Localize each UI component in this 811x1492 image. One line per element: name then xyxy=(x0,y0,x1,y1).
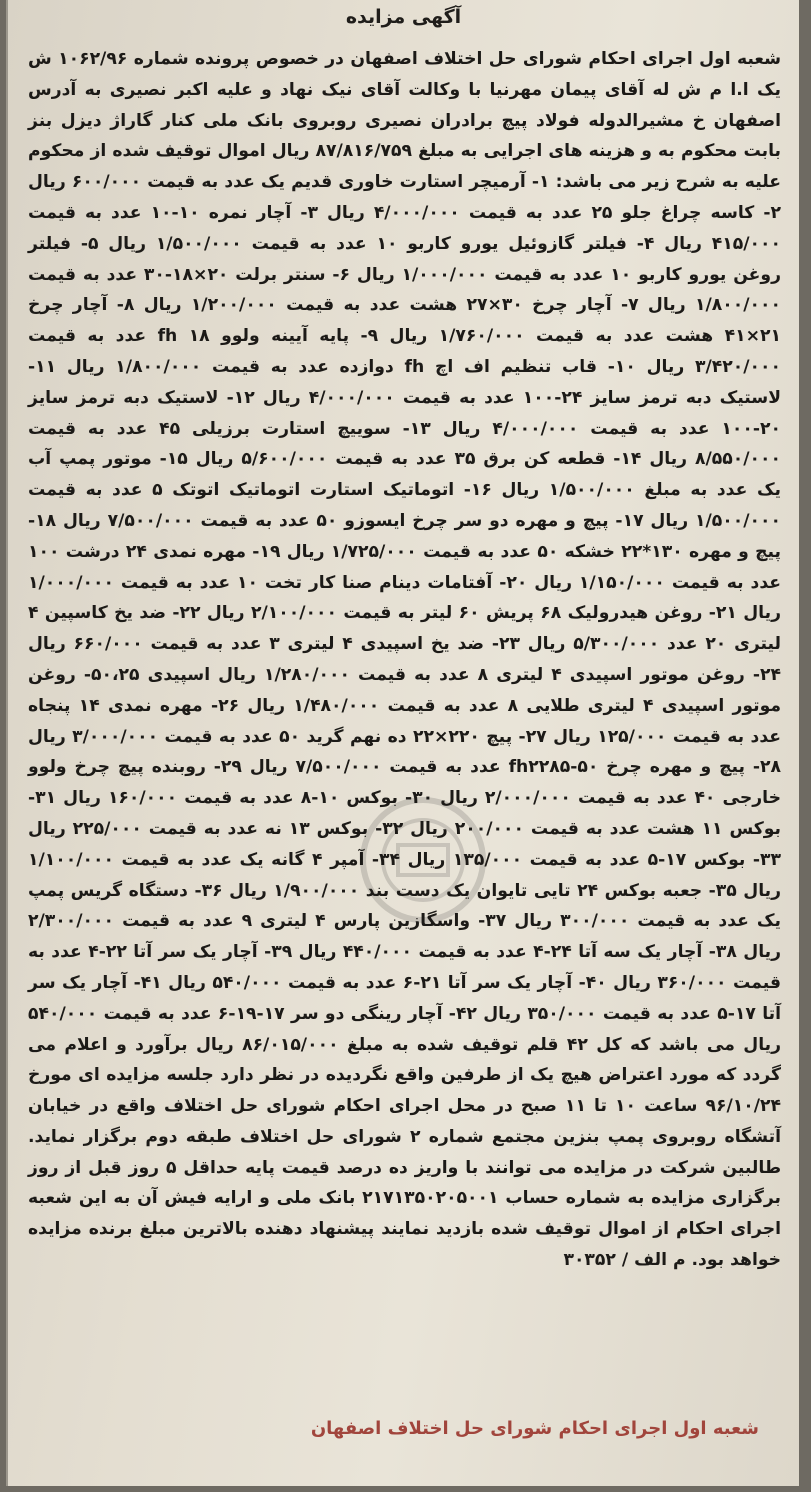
notice-title: آگهی مزایده xyxy=(345,6,462,28)
notice-signature: شعبه اول اجرای احکام شورای حل اختلاف اصفهان xyxy=(310,1418,759,1439)
notice-body: شعبه اول اجرای احکام شورای حل اختلاف اصفهان در خصوص پرونده شماره ۱۰۶۲/۹۶ ش یک ا.ا م ش له آقای پیمان مهرنیا با وکالت آقای نیک نهاد و علیه اکبر نصیری به آدرس اصفهان خ مشیرالدوله فولاد پیچ برادران نصیری روبروی بانک ملی کنار گاراژ دیزل بنز بابت محکوم به و هزینه های اجرایی به مبلغ ۸۷/۸۱۶/۷۵۹ ریال اموال توقیف شده از محکوم علیه به شرح زیر می باشد: ۱- آرمیچر استارت خاوری قدیم یک عدد به قیمت ۶۰۰/۰۰۰ ریال ۲- کاسه چراغ جلو ۲۵ عدد به قیمت ۴/۰۰۰/۰۰۰ ریال ۳- آچار نمره ۱۰-۱۰ عدد به قیمت ۴۱۵/۰۰۰ ریال ۴- فیلتر گازوئیل یورو کاربو ۱۰ عدد به قیمت ۱/۵۰۰/۰۰۰ ریال ۵- فیلتر روغن یورو کاربو ۱۰ عدد به قیمت ۱/۰۰۰/۰۰۰ ریال ۶- سنتر برلت ۲۰×۱۸-۳۰ عدد به قیمت ۱/۸۰۰/۰۰۰ ریال ۷- آچار چرخ ۳۰×۲۷ هشت عدد به قیمت ۱/۲۰۰/۰۰۰ ریال ۸- آچار چرخ ۲۱×۴۱ هشت عدد به قیمت ۱/۷۶۰/۰۰۰ ریال ۹- پایه آیینه ولوو fh ۱۸ عدد به قیمت ۳/۴۲۰/۰۰۰ ریال ۱۰- قاب تنظیم اف اچ fh دوازده عدد به قیمت ۱/۸۰۰/۰۰۰ ریال ۱۱- لاستیک دبه ترمز سایز ۲۴-۱۰۰ عدد به قیمت ۴/۰۰۰/۰۰۰ ریال ۱۲- لاستیک دبه ترمز سایز ۲۰-۱۰۰ عدد به قیمت ۴/۰۰۰/۰۰۰ ریال ۱۳- سوییچ استارت برزیلی ۴۵ عدد به قیمت ۸/۵۵۰/۰۰۰ ریال ۱۴- قطعه کن برق ۳۵ عدد به قیمت ۵/۶۰۰/۰۰۰ ریال ۱۵- موتور پمپ آب یک عدد به مبلغ ۱/۵۰۰/۰۰۰ ریال ۱۶- اتوماتیک استارت اتوماتیک اتوتک ۵ عدد به قیمت ۱/۵۰۰/۰۰۰ ریال ۱۷- پیچ و مهره دو سر چرخ ایسوزو ۵۰ عدد به قیمت ۷/۵۰۰/۰۰۰ ریال ۱۸- پیچ و مهره ۱۳۰*۲۲ خشکه ۵۰ عدد به قیمت ۱/۷۲۵/۰۰۰ ریال ۱۹- مهره نمدی ۲۴ درشت ۱۰۰ عدد به قیمت ۱/۱۵۰/۰۰۰ ریال ۲۰- آفتامات دینام صنا کار تخت ۱۰ عدد به قیمت ۱/۰۰۰/۰۰۰ ریال ۲۱- روغن هیدرولیک ۶۸ پریش ۶۰ لیتر به قیمت ۲/۱۰۰/۰۰۰ ریال ۲۲- ضد یخ کاسپین ۴ لیتری ۲۰ عدد ۵/۳۰۰/۰۰۰ ریال ۲۳- ضد یخ اسپیدی ۴ لیتری ۳ عدد به قیمت ۶۶۰/۰۰۰ ریال ۲۴- روغن موتور اسپیدی ۴ لیتری ۸ عدد به قیمت ۱/۲۸۰/۰۰۰ ریال اسپیدی ۵۰،۲۵- روغن موتور اسپیدی ۴ لیتری طلایی ۸ عدد به قیمت ۱/۴۸۰/۰۰۰ ریال ۲۶- مهره نمدی ۱۴ پنجاه عدد به قیمت ۱۲۵/۰۰۰ ریال ۲۷- پیچ ۲۲۰×۲۲ ده نهم گرید ۵۰ عدد به قیمت ۳/۰۰۰/۰۰۰ ریال ۲۸- پیچ و مهره چرخ fh۲۲۸۵-۵۰ عدد به قیمت ۷/۵۰۰/۰۰۰ ریال ۲۹- روبنده پیچ چرخ ولوو خارجی ۴۰ عدد به قیمت ۲/۰۰۰/۰۰۰ ریال ۳۰- بوکس ۱۰-۸ عدد به قیمت ۱۶۰/۰۰۰ ریال ۳۱- بوکس ۱۱ هشت عدد به قیمت ۲۰۰/۰۰۰ ریال ۳۲- بوکس ۱۳ نه عدد به قیمت ۲۲۵/۰۰۰ ریال ۳۳- بوکس ۱۷-۵ عدد به قیمت ۱۳۵/۰۰۰ ریال ۳۴- آمپر ۴ گانه یک عدد به قیمت ۱/۱۰۰/۰۰۰ ریال ۳۵- جعبه بوکس ۲۴ تایی تایوان یک دست بند ۱/۹۰۰/۰۰۰ ریال ۳۶- دستگاه گریس پمپ یک عدد به قیمت ۳۰۰/۰۰۰ ریال ۳۷- واسگازین پارس ۴ لیتری ۹ عدد به قیمت ۲/۳۰۰/۰۰۰ ریال ۳۸- آچار یک سه آتا ۲۴-۴ عدد به قیمت ۴۴۰/۰۰۰ ریال ۳۹- آچار یک سر آتا ۲۲-۴ عدد به قیمت ۳۶۰/۰۰۰ ریال ۴۰- آچار یک سر آتا ۲۱-۶ عدد به قیمت ۵۴۰/۰۰۰ ریال ۴۱- آچار یک سر آتا ۱۷-۵ عدد به قیمت ۳۵۰/۰۰۰ ریال ۴۲- آچار رینگی دو سر ۱۷-۱۹-۶ عدد به قیمت ۵۴۰/۰۰۰ ریال می باشد که کل ۴۲ قلم توقیف شده به مبلغ ۸۶/۰۱۵/۰۰۰ ریال برآورد و اعلام می گردد که مورد اعتراض هیچ یک از طرفین واقع نگردیده در نظر دارد جلسه مزایده ای مورخ ۹۶/۱۰/۲۴ ساعت ۱۰ تا ۱۱ صبح در محل اجرای احکام شورای حل اختلاف واقع در خیابان آتشگاه روبروی پمپ بنزین مجتمع شماره ۲ شورای حل اختلاف طبقه دوم برگزار نماید. طالبین شرکت در مزایده می توانند با واریز ده درصد قیمت پایه حداقل ۵ روز قبل از روز برگزاری مزایده به شماره حساب ۲۱۷۱۳۵۰۲۰۵۰۰۱ بانک ملی و ارایه فیش آن به این شعبه اجرای احکام از اموال توقیف شده بازدید نمایند پیشنهاد دهنده بالاترین مبلغ برنده مزایده خواهد بود. م الف / ۳۰۳۵۲ xyxy=(28,49,782,1271)
newspaper-clipping xyxy=(6,0,799,1486)
